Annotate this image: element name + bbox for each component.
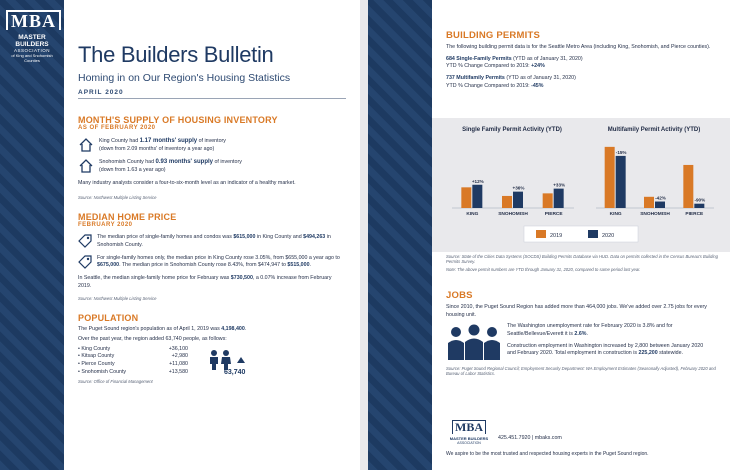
footer-logo-line2: ASSOCIATION <box>457 441 481 445</box>
house-icon <box>78 158 94 174</box>
bar-2019-king <box>605 147 615 208</box>
footer <box>446 418 718 458</box>
footer-logo-mark: MBA <box>452 420 486 434</box>
jobs-p3-pre: Construction employment in Washington increased by 2,800 between January 2020 and February 2020. Total employment in construction is <box>507 342 704 357</box>
sf-permits-value: 684 Single-Family Permits <box>446 55 512 62</box>
footer-row <box>446 418 718 445</box>
sno-supply-value: 0.93 months' supply <box>155 159 213 166</box>
county-row <box>78 346 188 354</box>
population-line-1 <box>78 326 346 334</box>
county-name: • King County <box>78 345 111 352</box>
bar-change-label: +12% <box>471 178 484 184</box>
legend-label: 2020 <box>602 233 615 239</box>
bar-2020-king <box>616 156 626 208</box>
population-people-icon <box>206 349 246 371</box>
title-rule <box>78 98 346 99</box>
bar-change-label: -15% <box>615 149 627 155</box>
category-label: PIERCE <box>685 212 704 217</box>
price-p3-post: , a 0.07% increase from February 2019. <box>78 275 332 289</box>
county-row <box>78 369 188 377</box>
county-list <box>78 346 188 377</box>
permit-charts-panel <box>432 118 730 252</box>
sf-permits <box>446 56 716 71</box>
price-p2-post: . <box>309 262 311 269</box>
county-value: +11,080 <box>169 361 188 368</box>
jobs-para-2 <box>507 323 712 338</box>
price-tag-icon <box>78 234 92 248</box>
sno-supply-text <box>99 158 242 174</box>
supply-source: Source: Northwest Multiple Listing Service <box>78 195 157 201</box>
mf-permits-value: 737 Multifamily Permits <box>446 75 505 82</box>
bar-2020-pierce <box>554 189 564 208</box>
permits-heading: BUILDING PERMITS <box>446 30 540 41</box>
county-name: • Kitsap County <box>78 353 115 360</box>
king-supply-value: 1.17 months' supply <box>139 138 198 144</box>
jobs-p2-post: . <box>586 331 588 338</box>
category-label: KING <box>466 212 479 217</box>
sf-ytd-value: +24% <box>531 63 545 70</box>
logo-line1: MASTER BUILDERS <box>15 34 49 48</box>
jobs-p3-post: statewide. <box>657 350 683 357</box>
category-label: SNOHOMISH <box>640 212 670 217</box>
jobs-source: Source: Puget Sound Regional Council; Employment Security Department: WA Employment Estimates (Seasonally Adjusted), February 2020 and Bureau of Labor Statistics. <box>446 366 716 377</box>
mba-logo <box>6 10 58 63</box>
logo-line2: ASSOCIATION <box>14 48 50 53</box>
king-supply-row <box>78 137 346 153</box>
sno-supply-row <box>78 158 346 174</box>
price-section <box>78 212 346 301</box>
jobs-section <box>446 290 718 376</box>
jobs-para-1: Since 2010, the Puget Sound Region has added more than 464,000 jobs. We've added over 2.75 jobs for every housing unit. <box>446 304 707 318</box>
footer-contact: 425.451.7920 | mbaks.com <box>498 434 562 441</box>
bar-2020-snohomish <box>655 202 665 208</box>
house-icon <box>78 137 94 153</box>
population-line-2: Over the past year, the region added 63,740 people, as follows: <box>78 336 227 343</box>
center-chevron-strip <box>368 0 432 470</box>
county-value: +2,980 <box>171 353 188 360</box>
page-subtitle: Homing in on Our Region's Housing Statistics <box>78 72 291 84</box>
sno-supply-pre: Snohomish County had <box>99 159 156 166</box>
population-added-total: 63,740 <box>224 369 246 377</box>
left-chevron-strip <box>0 0 64 470</box>
permits-note: Note: The above permit numbers are YTD through January 31, 2020, compared to same period last year. <box>446 267 641 272</box>
jobs-heading: JOBS <box>446 290 473 301</box>
bar-2019-snohomish <box>502 196 512 208</box>
price-p2-king: $675,000 <box>97 262 120 269</box>
footer-logo <box>446 418 492 445</box>
price-tag-icon <box>78 255 92 269</box>
logo-mark: MBA <box>6 10 61 30</box>
county-value: +36,100 <box>168 345 188 352</box>
county-row <box>78 353 188 361</box>
supply-heading: MONTH'S SUPPLY OF HOUSING INVENTORY <box>78 115 278 125</box>
price-subheading: FEBRUARY 2020 <box>78 222 133 229</box>
category-label: KING <box>609 212 622 217</box>
jobs-construction-value: 225,200 <box>638 350 658 357</box>
sf-permits-post: (YTD as of January 31, 2020) <box>511 55 583 62</box>
jobs-unemployment-value: 2.6% <box>574 331 587 338</box>
chart-title: Single Family Permit Activity (YTD) <box>462 127 562 133</box>
price-p3-seattle: $730,500 <box>230 275 253 282</box>
price-p1-post: in Snohomish County. <box>97 234 331 249</box>
right-page <box>432 0 730 470</box>
price-p2-sno: $515,000 <box>287 262 310 269</box>
price-p2-mid: . The median price in Snohomish County rose 8.43%, from $474,947 to <box>119 262 288 269</box>
king-supply-post: of inventory <box>197 138 226 144</box>
price-row-2 <box>78 255 346 270</box>
supply-subheading: AS OF FEBRUARY 2020 <box>78 125 156 131</box>
bar-2019-pierce <box>543 193 553 208</box>
page-title: The Builders Bulletin <box>78 42 274 67</box>
county-name: • Snohomish County <box>78 368 127 375</box>
population-source: Source: Office of Financial Management <box>78 379 153 385</box>
supply-note: Many industry analysts consider a four-to-six-month level as an indicator of a healthy market. <box>78 179 296 186</box>
category-label: PIERCE <box>544 212 563 217</box>
price-para-3 <box>78 275 346 290</box>
sf-ytd-pre: YTD % Change Compared to 2019: <box>446 63 532 70</box>
price-p1-pre: The median price of single-family homes and condos was <box>97 234 234 241</box>
price-p2-pre: For single-family homes only, the median price in King County rose 3.05%, from $655,000 a year ago to <box>97 254 340 261</box>
bar-2020-snohomish <box>513 192 523 208</box>
county-row <box>78 361 188 369</box>
population-total-value: 4,198,400 <box>221 326 245 333</box>
jobs-body <box>446 323 718 361</box>
legend-label: 2019 <box>550 233 563 239</box>
price-p3-pre: In Seattle, the median single-family home price for February was <box>78 275 231 282</box>
sno-supply-post: of inventory <box>213 159 242 166</box>
bar-change-label: +33% <box>553 182 566 188</box>
permits-source: Source: State of the Cities Data Systems (SOCDS) Building Permits Database via HUD. Data on permits collected in the Census Bureau's Building Permits Survey. <box>446 254 718 264</box>
bar-2019-pierce <box>683 165 693 208</box>
mf-permits-post: (YTD as of January 31, 2020) <box>504 75 576 82</box>
county-name: • Pierce County <box>78 361 115 368</box>
bar-2020-pierce <box>694 204 704 208</box>
population-heading: POPULATION <box>78 313 139 324</box>
chart-title: Multifamily Permit Activity (YTD) <box>607 127 701 133</box>
logo-line3: of King and Snohomish Counties <box>11 53 53 63</box>
category-label: SNOHOMISH <box>498 212 528 217</box>
legend-swatch-2020 <box>588 230 598 238</box>
price-para-1 <box>97 234 346 249</box>
mf-permits <box>446 75 716 90</box>
population-line1-pre: The Puget Sound region's population as of April 1, 2019 was <box>78 326 222 333</box>
price-p1-king: $615,000 <box>233 234 256 241</box>
price-row-1 <box>78 234 346 249</box>
legend-swatch-2019 <box>536 230 546 238</box>
price-para-2 <box>97 255 346 270</box>
bar-change-label: -90% <box>694 197 706 203</box>
price-heading: MEDIAN HOME PRICE <box>78 212 177 223</box>
footer-tagline: We aspire to be the most trusted and respected housing experts in the Puget Sound region. <box>446 451 649 457</box>
price-source: Source: Northwest Multiple Listing Service <box>78 296 157 302</box>
issue-date: APRIL 2020 <box>78 89 124 96</box>
bar-2020-king <box>472 185 482 208</box>
permits-intro: The following building permit data is for the Seattle Metro Area (including King, Snohomish, and Pierce counties). <box>446 44 711 50</box>
left-page <box>64 0 360 470</box>
sno-supply-line2: (down from 1.63 a year ago) <box>99 167 166 174</box>
bar-change-label: -42% <box>655 195 666 201</box>
supply-section <box>78 115 346 200</box>
permit-charts-svg <box>432 118 730 252</box>
footer-logo-line1: MASTER BUILDERS <box>449 436 489 441</box>
permits-notes <box>446 254 718 272</box>
workers-icon <box>446 323 502 361</box>
bar-2019-snohomish <box>644 197 654 208</box>
bar-change-label: +36% <box>512 185 525 191</box>
population-section <box>78 313 346 384</box>
price-p1-mid: in King County and <box>255 234 304 241</box>
bar-2019-king <box>461 187 471 208</box>
county-value: +13,580 <box>168 368 188 375</box>
mf-ytd-value: -45% <box>531 82 544 89</box>
price-p1-sno: $494,263 <box>303 234 326 241</box>
jobs-p2-pre: The Washington unemployment rate for February 2020 is 3.8% and for Seattle/Bellevue/Everett it is <box>507 323 673 338</box>
population-line1-post: . <box>244 326 247 333</box>
jobs-para-3 <box>507 343 712 358</box>
jobs-details <box>507 323 712 358</box>
king-supply-line2: (down from 2.09 months' of inventory a year ago) <box>99 145 215 152</box>
king-supply-text <box>99 137 226 153</box>
mf-ytd-pre: YTD % Change Compared to 2019: <box>446 82 532 89</box>
king-supply-pre: King County had <box>99 138 140 144</box>
